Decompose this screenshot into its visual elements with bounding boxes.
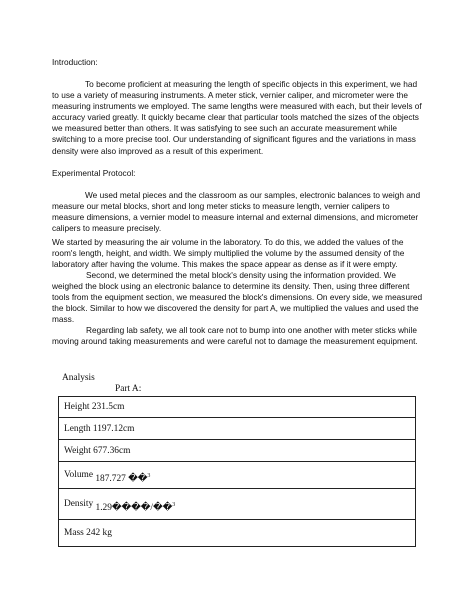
table-row-height [59,397,416,418]
volume-value: 187.727 ��$^3$ [95,472,151,484]
introduction-heading: Introduction: [52,57,98,67]
mass-cell: Mass 242 kg [59,520,416,547]
protocol-paragraph-metal-block: Second, we determined the metal block's density using the information provided. We weighed the block using an electronic balance to determine its density. Then, using three different tools from the equipment section, we measured the block's dimensions. On every side, we measured the block. Similar to how we discovered the density for part A, we multiplied the values and used the mass. [52,270,423,325]
height-cell: Height 231.5cm [59,397,416,418]
length-cell: Length 1197.12cm [59,418,416,440]
volume-label: Volume [64,470,93,481]
density-cell [59,489,416,520]
table-row-volume [59,462,416,489]
protocol-heading: Experimental Protocol: [52,168,136,178]
weight-cell: Weight 677.36cm [59,440,416,462]
analysis-title: Analysis [62,373,95,383]
density-value: 1.29����/��$^3$ [95,501,176,513]
density-exponent: 3 [172,501,176,508]
table-row-mass [59,520,416,547]
introduction-paragraph: To become proficient at measuring the length of specific objects in this experiment, we had to use a variety of measuring instruments. A meter stick, vernier caliper, and micrometer were the measuring instruments we employed. The same lengths were measured with each, but their levels of accuracy varied greatly. It quickly became clear that particular tools matched the sizes of the objects we measured better than others. It was satisfying to see such an accurate measurement while switching to a more precise tool. Our understanding of significant figures and the variations in mass density were also improved as a result of this experiment. [52,79,422,156]
volume-cell [59,462,416,489]
protocol-paragraph-air-volume: We started by measuring the air volume in the laboratory. To do this, we added the values of the room's length, height, and width. We simply multiplied the volume by the assumed density of the laboratory after having the volume. This makes the space appear as dense as if it were empty. [52,237,405,270]
measurement-table [58,396,416,547]
table-row-density [59,489,416,520]
table-row-weight [59,440,416,462]
density-label: Density [64,499,94,510]
protocol-paragraph-materials: We used metal pieces and the classroom as our samples, electronic balances to weigh and measure our metal blocks, short and long meter sticks to measure length, vernier calipers to measure dimensions, a vernier model to measure internal and external dimensions, and micrometer calipers to measure precisely. [52,190,421,234]
protocol-paragraph-safety: Regarding lab safety, we all took care not to bump into one another with meter sticks while moving around taking measurements and were careful not to damage the measurement equipment. [52,325,418,347]
volume-exponent: 3 [147,472,151,479]
part-a-title: Part A: [115,384,142,394]
table-row-length [59,418,416,440]
